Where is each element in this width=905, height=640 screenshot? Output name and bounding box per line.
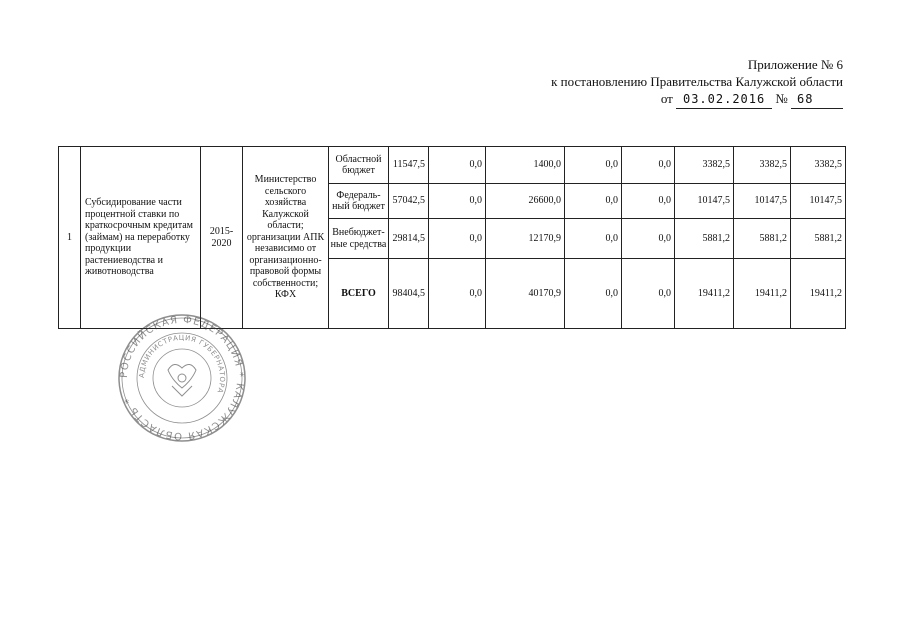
value-cell: 1400,0 [486, 147, 565, 184]
value-cell: 10147,5 [734, 184, 791, 219]
value-cell: 3382,5 [675, 147, 734, 184]
total-label-cell: ВСЕГО [329, 259, 389, 329]
value-cell: 0,0 [429, 184, 486, 219]
total-value-cell: 98404,5 [389, 259, 429, 329]
subsidy-table [58, 146, 846, 329]
value-cell: 57042,5 [389, 184, 429, 219]
seal-outer-text: РОССИЙСКАЯ ФЕДЕРАЦИЯ * КАЛУЖСКАЯ ОБЛАСТЬ * [118, 314, 246, 442]
total-value-cell: 19411,2 [734, 259, 791, 329]
period-cell: 2015-2020 [201, 147, 243, 329]
value-cell: 0,0 [429, 147, 486, 184]
value-cell: 0,0 [565, 184, 622, 219]
appendix-reference: к постановлению Правительства Калужской области [551, 74, 843, 89]
value-cell: 26600,0 [486, 184, 565, 219]
official-seal [116, 312, 248, 444]
value-cell: 0,0 [622, 184, 675, 219]
appendix-date-line [551, 90, 843, 109]
measure-cell: Субсидирование части процентной ставки по краткосрочным кредитам (займам) на переработку продукции растениеводства и животноводства [81, 147, 201, 329]
resolution-date: 03.02.2016 [676, 91, 772, 109]
number-prefix: № [775, 91, 788, 106]
value-cell: 5881,2 [675, 219, 734, 259]
row-number-cell: 1 [59, 147, 81, 329]
total-value-cell: 0,0 [565, 259, 622, 329]
value-cell: 0,0 [565, 147, 622, 184]
table-row [59, 147, 846, 184]
value-cell: 10147,5 [675, 184, 734, 219]
source-cell: Федераль-ный бюджет [329, 184, 389, 219]
executor-cell: Министерство сельского хозяйства Калужской области; организации АПК независимо от организационно-правовой формы собственности; КФХ [243, 147, 329, 329]
total-value-cell: 0,0 [622, 259, 675, 329]
total-value-cell: 40170,9 [486, 259, 565, 329]
eagle-emblem-icon [168, 364, 196, 396]
value-cell: 10147,5 [791, 184, 846, 219]
total-value-cell: 0,0 [429, 259, 486, 329]
value-cell: 3382,5 [734, 147, 791, 184]
value-cell: 0,0 [429, 219, 486, 259]
svg-text:АДМИНИСТРАЦИЯ ГУБЕРНАТОРА [138, 334, 226, 394]
total-value-cell: 19411,2 [675, 259, 734, 329]
value-cell: 3382,5 [791, 147, 846, 184]
date-prefix: от [660, 91, 673, 106]
value-cell: 0,0 [622, 147, 675, 184]
value-cell: 0,0 [622, 219, 675, 259]
value-cell: 29814,5 [389, 219, 429, 259]
source-cell: Областной бюджет [329, 147, 389, 184]
document-header [551, 56, 843, 109]
resolution-number: 68 [791, 91, 843, 109]
source-cell: Внебюджет-ные средства [329, 219, 389, 259]
value-cell: 5881,2 [734, 219, 791, 259]
value-cell: 5881,2 [791, 219, 846, 259]
seal-inner-text: АДМИНИСТРАЦИЯ ГУБЕРНАТОРА [137, 333, 227, 395]
value-cell: 11547,5 [389, 147, 429, 184]
appendix-title: Приложение № 6 [747, 57, 843, 72]
total-value-cell: 19411,2 [791, 259, 846, 329]
value-cell: 0,0 [565, 219, 622, 259]
value-cell: 12170,9 [486, 219, 565, 259]
svg-text:РОССИЙСКАЯ ФЕДЕРАЦИЯ * КАЛУЖСК [119, 315, 245, 441]
